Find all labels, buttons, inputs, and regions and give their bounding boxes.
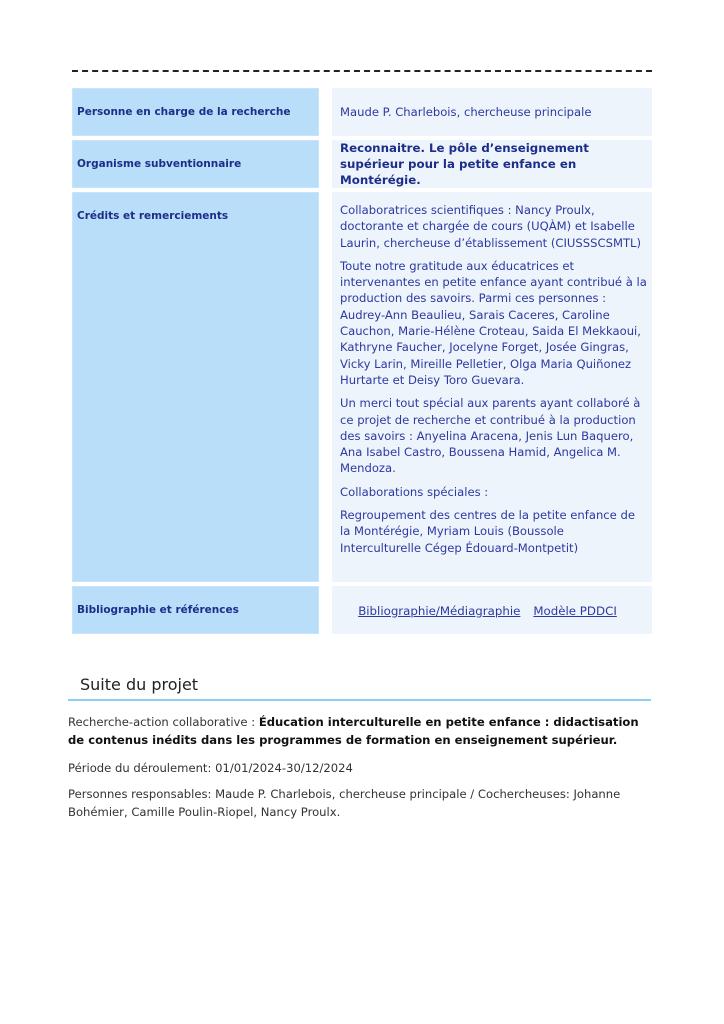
- bibliography-link[interactable]: Bibliographie/Médiagraphie: [358, 603, 521, 618]
- project-responsables: Personnes responsables: Maude P. Charlebois, chercheuse principale / Cochercheuses: Johanne Bohémier, Camille Poulin-Riopel, Nancy Proulx.: [68, 787, 621, 819]
- table-row-researcher: [72, 88, 652, 136]
- table-row-bibliography: [72, 586, 652, 634]
- table-row-credits: [72, 192, 652, 582]
- project-info-table: [72, 88, 652, 638]
- row-label: Personne en charge de la recherche: [72, 88, 319, 136]
- section-divider: [68, 699, 651, 701]
- row-label: Crédits et remerciements: [72, 192, 319, 582]
- section-heading: Suite du projet: [80, 675, 199, 694]
- credits-paragraph: Un merci tout spécial aux parents ayant collaboré à ce projet de recherche et contribué à la production des savoirs : Anyelina Aracena, Jenis Lun Baquero, Ana Isabel Castro, Boussena Hamid, Angelica M. Mendoza.: [340, 396, 641, 476]
- row-value: [332, 586, 652, 634]
- row-value: [332, 192, 652, 582]
- dashed-separator: [72, 70, 652, 72]
- research-title: Éducation interculturelle en petite enfance : didactisation de contenus inédits dans les programmes de formation en enseignement supérieur.: [68, 715, 639, 747]
- credits-paragraph: Toute notre gratitude aux éducatrices et intervenantes en petite enfance ayant contribué à la production des savoirs. Parmi ces personnes : Audrey-Ann Beaulieu, Sarais Caceres, Caroline Cauchon, Marie-Hélène Croteau, Saida El Mekkaoui, Kathryne Faucher, Jocelyne Forget, Josée Gingras, Vicky Larin, Mireille Pelletier, Olga Maria Quiñonez Hurtarte et Deisy Toro Guevara.: [340, 258, 647, 387]
- table-row-funding: [72, 140, 652, 188]
- row-value: Reconnaitre. Le pôle d’enseignement supérieur pour la petite enfance en Montérégie.: [332, 140, 652, 188]
- row-label: Organisme subventionnaire: [72, 140, 319, 188]
- pddci-model-link[interactable]: Modèle PDDCI: [533, 603, 617, 618]
- credits-paragraph: Collaboratrices scientifiques : Nancy Proulx, doctorante et chargée de cours (UQÀM) et Isabelle Laurin, chercheuse d’établissement (CIUSSSCSMTL): [340, 203, 642, 250]
- row-label: Bibliographie et références: [72, 586, 319, 634]
- credits-paragraph: Regroupement des centres de la petite enfance de la Montérégie, Myriam Louis (Boussole Interculturelle Cégep Édouard-Montpetit): [340, 508, 635, 555]
- row-value: Maude P. Charlebois, chercheuse principale: [332, 88, 652, 136]
- credits-paragraph: Collaborations spéciales :: [340, 484, 489, 499]
- research-prefix: Recherche-action collaborative :: [68, 715, 259, 729]
- research-description: [68, 713, 658, 749]
- project-period: Période du déroulement: 01/01/2024-30/12/2024: [68, 761, 353, 775]
